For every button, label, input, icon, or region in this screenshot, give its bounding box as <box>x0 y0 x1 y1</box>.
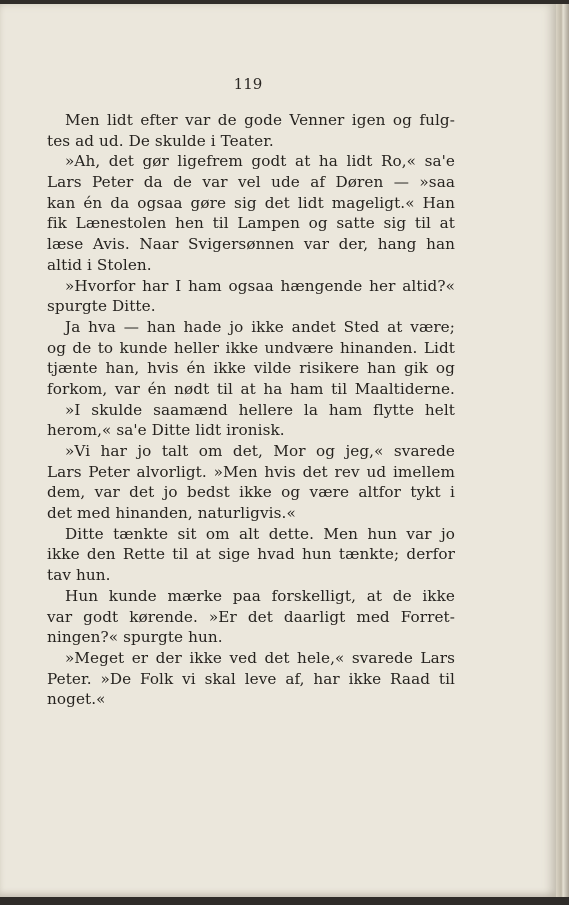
text-line: Men lidt efter var de gode Venner igen og fulg- <box>65 111 455 129</box>
page-edge <box>556 4 569 897</box>
text-line: »Hvorfor har I ham ogsaa hængende her altid?« <box>65 276 455 295</box>
text-line: herom,« sa'e Ditte lidt ironisk. <box>47 421 285 440</box>
text-line: fik Lænestolen hen til Lampen og satte sig til at <box>47 214 455 233</box>
text-line: Ditte tænkte sit om alt dette. Men hun var jo <box>65 524 455 543</box>
body-text <box>47 110 455 710</box>
text-line: Ja hva — han hade jo ikke andet Sted at være; <box>65 317 455 336</box>
text-line: tav hun. <box>47 566 111 585</box>
text-line: Lars Peter alvorligt. »Men hvis det rev ud imellem <box>47 462 455 481</box>
text-line: forkom, var én nødt til at ha ham til Maaltiderne. <box>47 379 455 398</box>
text-line: Hun kunde mærke paa forskelligt, at de ikke <box>65 586 455 605</box>
text-line: »I skulde saamænd hellere la ham flytte helt <box>65 400 455 419</box>
text-line: tjænte han, hvis én ikke vilde risikere han gik og <box>47 359 455 378</box>
text-line: var godt kørende. »Er det daarligt med Forret- <box>47 607 455 626</box>
text-line: tes ad ud. De skulde i Teater. <box>47 131 274 150</box>
text-line: spurgte Ditte. <box>47 297 156 316</box>
text-line: altid i Stolen. <box>47 255 152 274</box>
text-line: noget.« <box>47 690 106 709</box>
text-line: kan én da ogsaa gøre sig det lidt mageligt.« Han <box>47 193 455 212</box>
text-line: dem, var det jo bedst ikke og være altfor tykt i <box>47 483 455 502</box>
text-line: ningen?« spurgte hun. <box>47 628 223 647</box>
text-line: ikke den Rette til at sige hvad hun tænkte; derfor <box>47 545 455 564</box>
text-line: Peter. »De Folk vi skal leve af, har ikke Raad til <box>47 669 455 688</box>
text-line: »Vi har jo talt om det, Mor og jeg,« svarede <box>65 442 455 460</box>
text-line: Lars Peter da de var vel ude af Døren — »saa <box>47 173 455 192</box>
book-page <box>0 4 556 897</box>
text-line: det med hinanden, naturligvis.« <box>47 504 296 523</box>
text-line: »Ah, det gør ligefrem godt at ha lidt Ro,« sa'e <box>65 152 455 171</box>
text-line: læse Avis. Naar Svigersønnen var der, hang han <box>47 235 455 254</box>
page-number: 119 <box>233 75 263 93</box>
text-line: »Meget er der ikke ved det hele,« svarede Lars <box>65 648 455 667</box>
text-line: og de to kunde heller ikke undvære hinanden. Lidt <box>47 338 455 357</box>
